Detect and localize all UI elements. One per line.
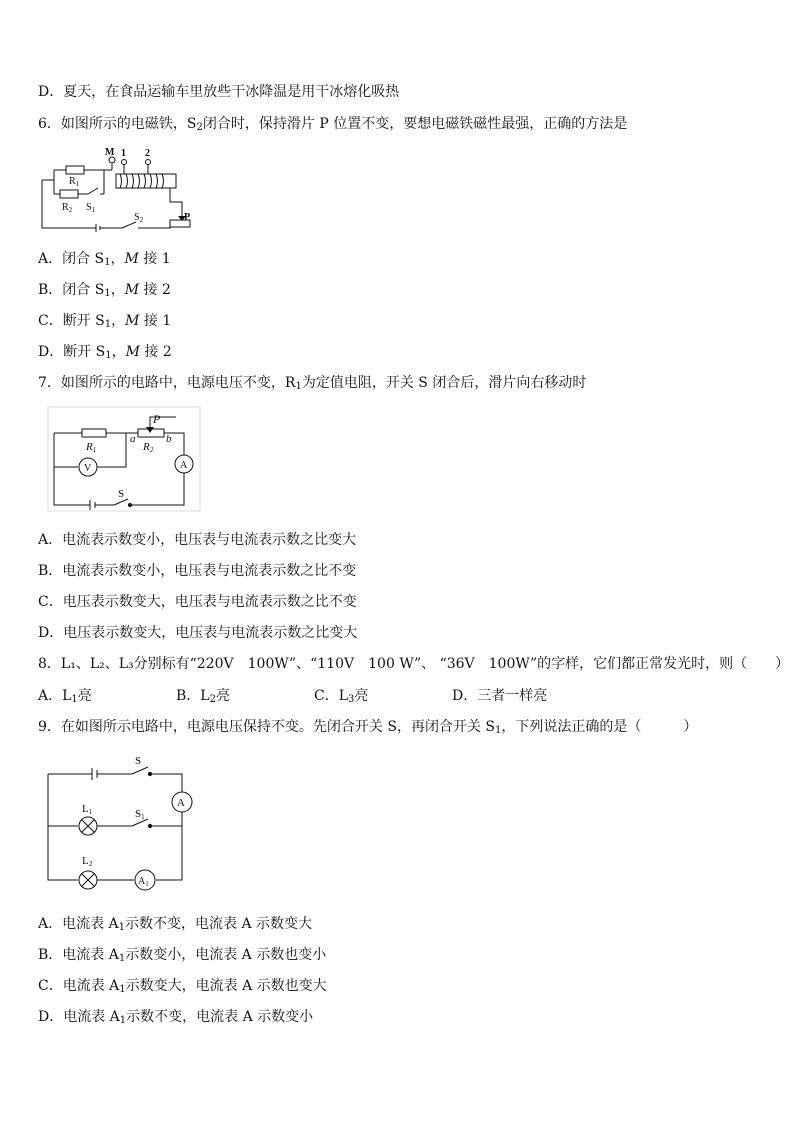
q6-label-p: P bbox=[184, 212, 191, 223]
q8-option-c: C．$L_3$亮 bbox=[314, 688, 369, 705]
q9-option-c: C．电流表 $A_1$示数变大，电流表 A 示数也变大 bbox=[38, 978, 327, 995]
q7-label-b: b bbox=[166, 433, 172, 445]
q8-option-d: D．三者一样亮 bbox=[452, 688, 548, 704]
q6-stem-sub: 2 bbox=[196, 122, 203, 133]
q9-option-b: B．电流表 $A_1$示数变小，电流表 A 示数也变小 bbox=[38, 947, 327, 964]
q7-ammeter-label: A bbox=[180, 460, 188, 471]
q7-voltmeter-label: V bbox=[84, 463, 92, 474]
q6-stem-post: 闭合时，保持滑片 P 位置不变，要想电磁铁磁性最强，正确的方法是 bbox=[202, 116, 628, 132]
q9-label-s: S bbox=[135, 755, 142, 767]
q7-option-d: D．电压表示数变大，电压表与电流表示数之比变大 bbox=[38, 625, 358, 641]
q7-label-r2: R2 bbox=[143, 441, 154, 454]
q9-option-a: A．电流表 $A_1$示数不变，电流表 A 示数变大 bbox=[38, 916, 313, 933]
q6-label-s2: $S_2$ bbox=[134, 212, 144, 224]
q6-label-m: M bbox=[105, 147, 115, 158]
q9-stem: 9．在如图所示电路中，电源电压保持不变。先闭合开关 S，再闭合开关 $S_1$，下列说法正确的是（ ） bbox=[38, 719, 698, 736]
q7-option-b: B．电流表示数变小，电压表与电流表示数之比不变 bbox=[38, 563, 357, 579]
q8-option-a: A．$L_1$亮 bbox=[38, 688, 92, 705]
q9-label-s1: S1 bbox=[135, 808, 145, 821]
q6-label-s1: $S_1$ bbox=[86, 202, 96, 214]
q9-label-l2: L2 bbox=[82, 855, 93, 868]
q6-label-r1: $R_1$ bbox=[69, 176, 80, 188]
q6-stem-pre: 6．如图所示的电磁铁，S bbox=[38, 116, 197, 132]
q5-option-d: D．夏天，在食品运输车里放些干冰降温是用干冰熔化吸热 bbox=[38, 84, 400, 100]
q7-circuit-figure bbox=[46, 405, 204, 515]
q7-label-s: S bbox=[118, 488, 125, 500]
q6-option-b: B．闭合 $S_1$，M 接 2 bbox=[38, 282, 171, 299]
q7-option-a: A．电流表示数变小，电压表与电流表示数之比变大 bbox=[38, 532, 357, 548]
q9-label-l1: L1 bbox=[82, 803, 93, 816]
q6-label-r2: $R_2$ bbox=[62, 202, 73, 214]
q6-option-d: D．断开 $S_1$，M 接 2 bbox=[38, 344, 172, 361]
q7-label-p: P bbox=[153, 412, 161, 426]
q6-option-c: C．断开 $S_1$，M 接 1 bbox=[38, 313, 172, 330]
q9-circuit-figure bbox=[40, 752, 200, 892]
q6-stem bbox=[38, 115, 627, 133]
q7-label-r1: R1 bbox=[86, 441, 97, 454]
q6-label-2: 2 bbox=[145, 148, 150, 159]
q7-label-a: a bbox=[130, 433, 136, 445]
q9-ammeter-a1-label: $A_1$ bbox=[138, 876, 149, 888]
q7-stem: 7．如图所示的电路中，电源电压不变，$R_1$为定值电阻，开关 S 闭合后，滑片向右移动时 bbox=[38, 375, 587, 392]
q7-option-c: C．电压表示数变大，电压表与电流表示数之比不变 bbox=[38, 594, 357, 610]
q8-stem: 8．L₁、L₂、L₃分别标有“220V 100W”、“110V 100 W”、 “36V 100W”的字样，它们都正常发光时，则（ ） bbox=[38, 656, 790, 672]
q9-option-d: D．电流表 $A_1$示数不变，电流表 A 示数变小 bbox=[38, 1009, 314, 1026]
q8-option-b: B．$L_2$亮 bbox=[176, 688, 230, 705]
q6-electromagnet-figure bbox=[36, 144, 196, 234]
q6-label-1: 1 bbox=[121, 148, 126, 159]
q9-ammeter-a-label: A bbox=[177, 797, 185, 809]
q6-option-a: A．闭合 $S_1$，M 接 1 bbox=[38, 251, 171, 268]
